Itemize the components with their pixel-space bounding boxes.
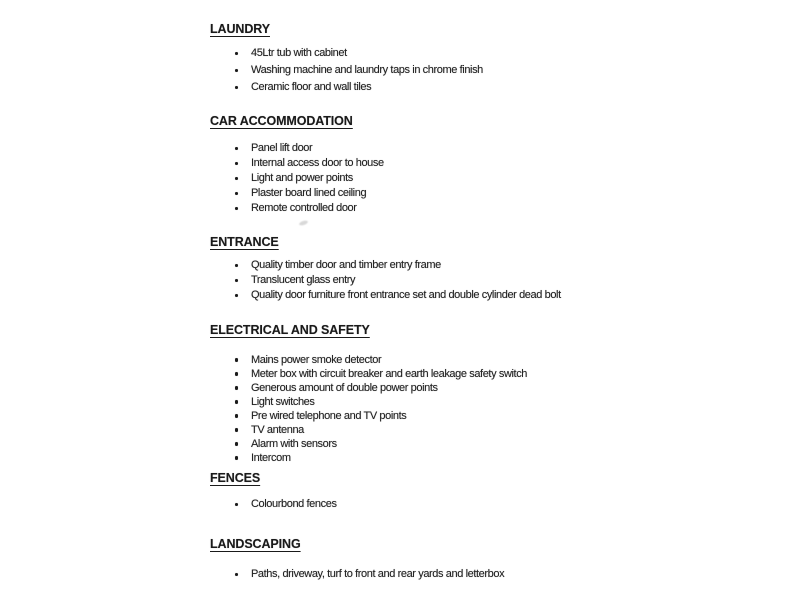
section-title: LAUNDRY bbox=[210, 22, 270, 36]
section-title: ENTRANCE bbox=[210, 235, 279, 249]
list-item: Light switches bbox=[210, 395, 527, 409]
bullet-list bbox=[210, 497, 337, 512]
list-item: Alarm with sensors bbox=[210, 437, 527, 451]
list-item: Generous amount of double power points bbox=[210, 381, 527, 395]
list-item: Paths, driveway, turf to front and rear yards and letterbox bbox=[210, 567, 504, 582]
bullet-list bbox=[210, 258, 561, 303]
list-item: Translucent glass entry bbox=[210, 273, 561, 288]
section-electrical-and-safety bbox=[210, 323, 527, 465]
list-item: Ceramic floor and wall tiles bbox=[210, 79, 483, 96]
list-item: Internal access door to house bbox=[210, 156, 384, 171]
list-item: TV antenna bbox=[210, 423, 527, 437]
list-item: Washing machine and laundry taps in chrome finish bbox=[210, 62, 483, 79]
list-item: Quality door furniture front entrance set and double cylinder dead bolt bbox=[210, 288, 561, 303]
bullet-list bbox=[210, 567, 504, 582]
list-item: Panel lift door bbox=[210, 141, 384, 156]
list-item: Meter box with circuit breaker and earth leakage safety switch bbox=[210, 367, 527, 381]
list-item: Remote controlled door bbox=[210, 201, 384, 216]
list-item: Quality timber door and timber entry frame bbox=[210, 258, 561, 273]
list-item: Pre wired telephone and TV points bbox=[210, 409, 527, 423]
list-item: 45Ltr tub with cabinet bbox=[210, 45, 483, 62]
section-landscaping bbox=[210, 537, 504, 582]
bullet-list bbox=[210, 353, 527, 465]
bullet-list bbox=[210, 45, 483, 96]
section-laundry bbox=[210, 22, 483, 96]
list-item: Colourbond fences bbox=[210, 497, 337, 512]
section-entrance bbox=[210, 235, 561, 303]
section-title: CAR ACCOMMODATION bbox=[210, 114, 353, 128]
section-title: FENCES bbox=[210, 471, 261, 485]
section-title: LANDSCAPING bbox=[210, 537, 301, 551]
list-item: Light and power points bbox=[210, 171, 384, 186]
section-fences bbox=[210, 471, 337, 512]
list-item: Mains power smoke detector bbox=[210, 353, 527, 367]
scan-smudge bbox=[299, 220, 309, 227]
list-item: Intercom bbox=[210, 451, 527, 465]
bullet-list bbox=[210, 141, 384, 216]
section-title: ELECTRICAL AND SAFETY bbox=[210, 323, 370, 337]
list-item: Plaster board lined ceiling bbox=[210, 186, 384, 201]
section-car-accommodation bbox=[210, 114, 384, 216]
